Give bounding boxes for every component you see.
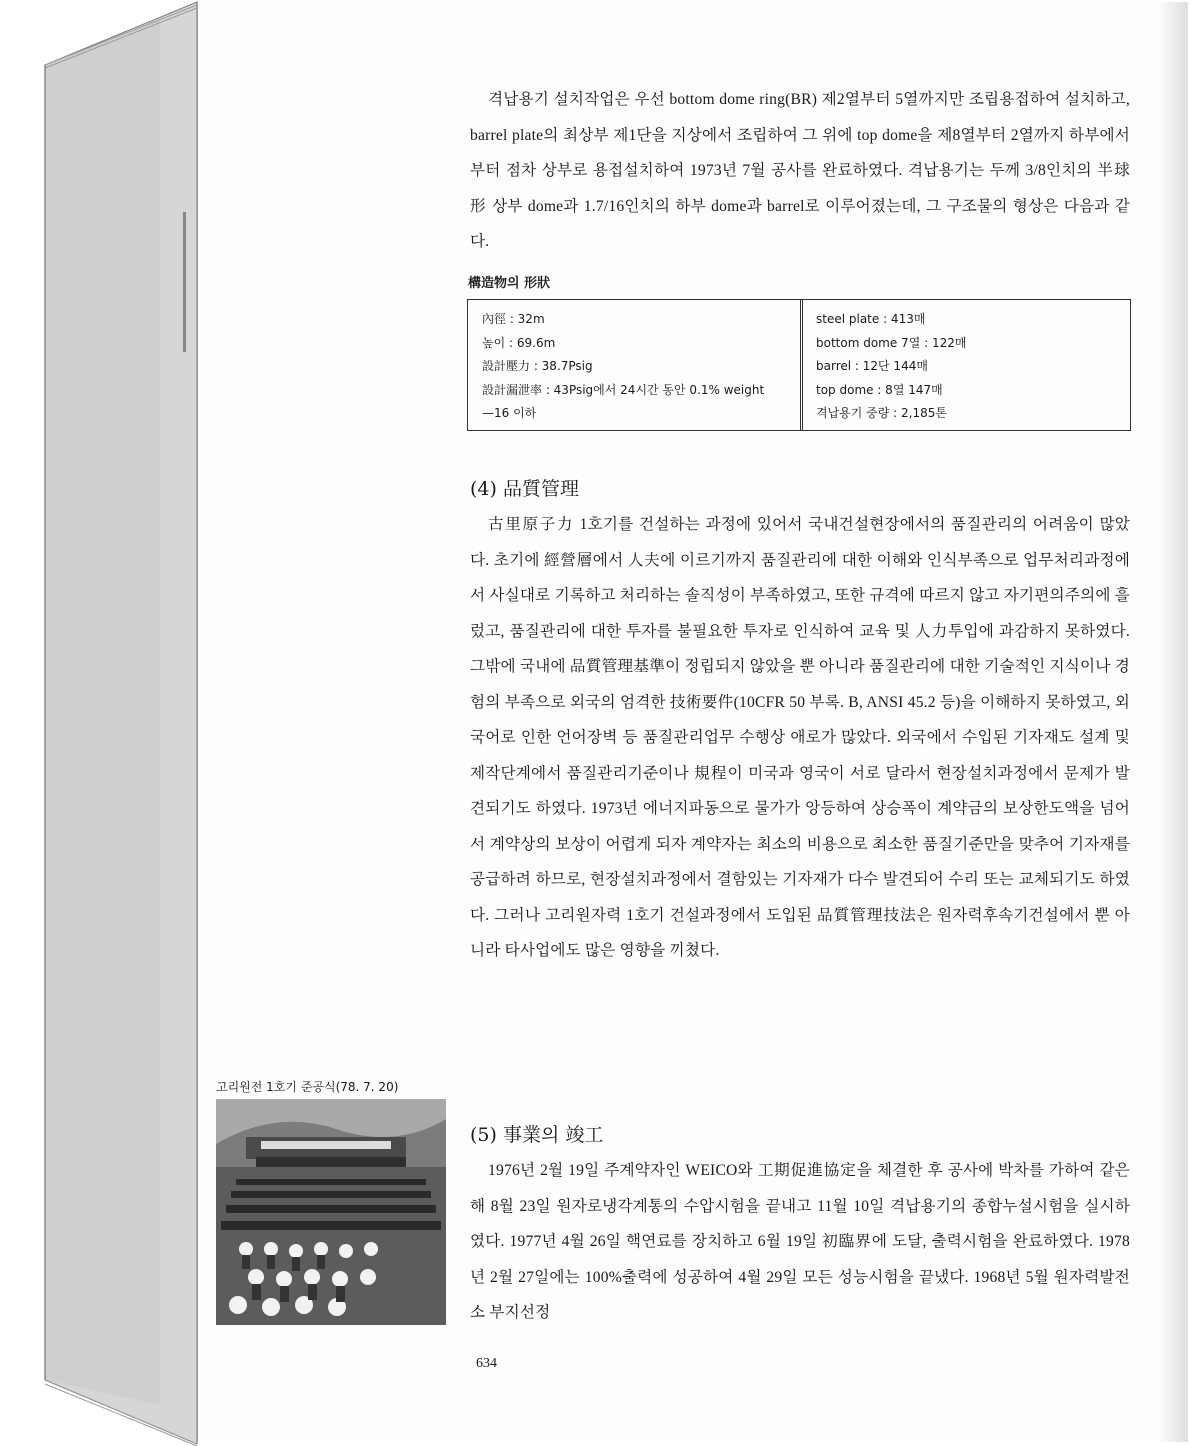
- table-cell: 높이 : 69.6m: [482, 335, 556, 350]
- page-number: 634: [476, 1356, 497, 1371]
- table-cell: bottom dome 7열 : 122매: [816, 335, 967, 350]
- table-cell: 設計漏泄率 : 43Psig에서 24시간 동안 0.1% weight: [482, 382, 765, 397]
- table-cell: barrel : 12단 144매: [816, 359, 928, 373]
- section-4-paragraph: 古里原子力 1호기를 건설하는 과정에 있어서 국내건설현장에서의 품질관리의 어려움이 많았다. 초기에 經營層에서 人夫에 이르기까지 품질관리에 대한 이해와 인식부족으로 업무처리과정에서 사실대로 기록하고 처리하는 솔직성이 부족하였고, 또한 규격에 따르지 않고 자기편의주의에 흘렀고, 품질관리에 대한 투자를 불필요한 투자로 인식하여 교육 및 人力투입에 과감하지 못하였다. 그밖에 국내에 品質管理基準이 정립되지 않았을 뿐 아니라 품질관리에 대한 기술적인 지식이나 경험의 부족으로 외국의 엄격한 技術要件(10CFR 50 부록. B, ANSI 45.2 등)을 이해하지 못하였고, 외국어로 인한 언어장벽 등 품질관리업무 수행상 애로가 많았다. 외국에서 수입된 기자재도 설계 및 제작단계에서 품질관리기준이나 規程이 미국과 영국이 서로 달라서 현장설치과정에서 문제가 발견되기도 하였다. 1973년 에너지파동으로 물가가 앙등하여 상승폭이 계약금의 보상한도액을 넘어서 계약상의 보상이 어렵게 되자 계약자는 최소의 비용으로 최소한 품질기준만을 맞추어 기자재를 공급하려 하므로, 현장설치과정에서 결함있는 기자재가 다수 발견되어 수리 또는 교체되기도 하였다. 그러나 고리원자력 1호기 건설과정에서 도입된 品質管理技法은 원자력후속기건설에서 뿐 아니라 타사업에도 많은 영향을 끼쳤다.: [470, 516, 1130, 959]
- structure-table: [467, 299, 1131, 431]
- table-cell: —16 이하: [482, 406, 537, 420]
- document-page: [197, 2, 1188, 1442]
- section-5-body: [470, 1153, 1130, 1331]
- table-left-column: [482, 308, 802, 426]
- binding-mark: [183, 212, 186, 352]
- ceremony-photo: [216, 1099, 446, 1325]
- table-right-column: [816, 308, 1116, 426]
- table-cell: 격납용기 중량 : 2,185톤: [816, 406, 947, 420]
- section-5-paragraph: 1976년 2월 19일 주계약자인 WEICO와 工期促進協定을 체결한 후 공사에 박차를 가하여 같은 해 8월 23일 원자로냉각계통의 수압시험을 끝내고 11월 10일 격납용기의 종합누설시험을 실시하였다. 1977년 4월 26일 핵연료를 장치하고 6월 19일 初臨界에 도달, 출력시험을 완료하였다. 1978년 2월 27일에는 100%출력에 성공하여 4월 29일 모든 성능시험을 끝냈다. 1968년 5월 원자력발전소 부지선정: [470, 1162, 1130, 1321]
- photo-caption: 고리원전 1호기 준공식(78. 7. 20): [216, 1080, 399, 1094]
- table-cell: 內徑 : 32m: [482, 312, 545, 326]
- section-4-heading: (4) 品質管理: [470, 478, 579, 500]
- table-caption: 構造物의 形狀: [468, 276, 551, 291]
- table-cell: steel plate : 413매: [816, 312, 926, 326]
- intro-paragraph: 격납용기 설치작업은 우선 bottom dome ring(BR) 제2열부터 5열까지만 조립용접하여 설치하고, barrel plate의 최상부 제1단을 지상에서 조립하여 그 위에 top dome을 제8열부터 2열까지 하부에서부터 점차 상부로 용접설치하여 1973년 7월 공사를 완료하였다. 격납용기는 두께 3/8인치의 半球形 상부 dome과 1.7/16인치의 하부 dome과 barrel로 이루어졌는데, 그 구조물의 형상은 다음과 같다.: [470, 91, 1130, 250]
- section-5-heading: (5) 事業의 竣工: [470, 1124, 604, 1146]
- table-cell: 設計壓力 : 38.7Psig: [482, 359, 593, 373]
- intro-paragraph-block: [470, 82, 1130, 260]
- table-cell: top dome : 8열 147매: [816, 382, 943, 397]
- section-4-body: [470, 507, 1130, 969]
- page-stack-graphic: [0, 0, 200, 1446]
- ceremony-photo-image: [216, 1099, 446, 1325]
- table-divider: [800, 300, 803, 430]
